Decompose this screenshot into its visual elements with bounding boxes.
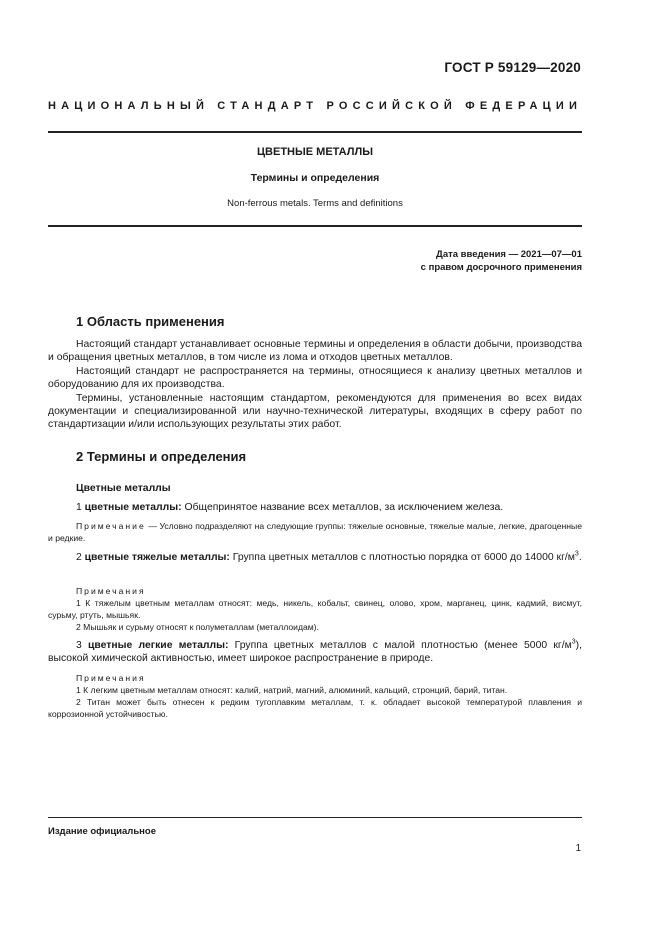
term-2-superscript: 3 [574, 550, 579, 558]
term-2-notes [48, 585, 582, 633]
term-3-notes-label: Примечания [76, 673, 146, 683]
term-3-definition: Группа цветных металлов с малой плотностью (менее 5000 кг/м [234, 640, 572, 651]
introduction-date [421, 248, 582, 274]
section-1-body [48, 338, 582, 432]
document-title: ЦВЕТНЫЕ МЕТАЛЛЫ [257, 146, 373, 158]
term-3-note-2: 2 Титан может быть отнесен к редким тугоплавким металлам, т. к. обладает высокой температурой плавления и коррозионной устойчивостью. [48, 697, 582, 719]
term-1-name: цветные металлы: [84, 502, 182, 513]
footer-divider [48, 817, 582, 818]
section-1-paragraph-3: Термины, установленные настоящим стандартом, рекомендуются для применения во всех видах документации и специализированной или научно-технической литературы, входящих в сферу работ по стандартизации и/или использующих результаты этих работ. [48, 392, 582, 431]
term-2 [48, 551, 582, 564]
term-1-note-label: Примечание [76, 521, 146, 531]
term-3 [48, 639, 582, 666]
term-3-name: цветные легкие металлы: [88, 640, 229, 651]
early-application-line: с правом досрочного применения [420, 262, 582, 273]
term-2-definition-end: . [578, 552, 582, 563]
term-3-notes [48, 672, 582, 720]
section-1-heading: 1 Область применения [76, 314, 225, 329]
section-1-paragraph-2: Настоящий стандарт не распространяется на термины, относящиеся к анализу цветных металлов и оборудованию для их производства. [48, 365, 582, 391]
term-1 [48, 501, 582, 514]
term-1-note-text: — Условно подразделяют на следующие группы: тяжелые основные, тяжелые малые, легкие, драгоценные и редкие. [48, 521, 582, 543]
term-3-note-1: 1 К легким цветным металлам относят: калий, натрий, магний, алюминий, кальций, стронций, барий, титан. [76, 685, 508, 695]
official-edition-label: Издание официальное [48, 826, 156, 837]
page-number: 1 [575, 843, 581, 854]
term-3-number: 3 [76, 640, 82, 651]
term-2-note-2: 2 Мышьяк и сурьму относят к полуметаллам (металлоидам). [76, 622, 319, 632]
term-2-notes-label: Примечания [76, 586, 146, 596]
term-2-note-1: 1 К тяжелым цветным металлам относят: медь, никель, кобальт, свинец, олово, хром, марганец, цинк, кадмий, висмут, сурьму, ртуть, мышьяк. [48, 598, 582, 620]
english-title: Non-ferrous metals. Terms and definitions [227, 198, 403, 209]
standard-number: ГОСТ Р 59129—2020 [444, 60, 581, 75]
term-2-number: 2 [76, 552, 82, 563]
header-divider-bottom [48, 225, 582, 227]
term-1-definition: Общепринятое название всех металлов, за исключением железа. [184, 502, 504, 513]
term-3-superscript: 3 [571, 638, 576, 646]
document-subtitle: Термины и определения [250, 172, 380, 184]
section-2-heading: 2 Термины и определения [76, 449, 247, 464]
introduction-date-line: Дата введения — 2021—07—01 [436, 249, 582, 260]
term-1-number: 1 [76, 502, 82, 513]
header-divider-top [48, 131, 582, 133]
term-3-definition-end: ), высокой химической активностью, имеет широкое распространение в природе. [48, 640, 582, 665]
term-2-name: цветные тяжелые металлы: [84, 552, 230, 563]
term-1-note [48, 520, 582, 544]
national-standard-banner: НАЦИОНАЛЬНЫЙ СТАНДАРТ РОССИЙСКОЙ ФЕДЕРАЦИИ [48, 100, 583, 112]
term-group-title: Цветные металлы [76, 483, 171, 494]
term-2-definition: Группа цветных металлов с плотностью порядка от 6000 до 14000 кг/м [232, 552, 575, 563]
section-1-paragraph-1: Настоящий стандарт устанавливает основные термины и определения в области добычи, производства и обращения цветных металлов, в том числе из лома и отходов цветных металлов. [48, 339, 582, 364]
